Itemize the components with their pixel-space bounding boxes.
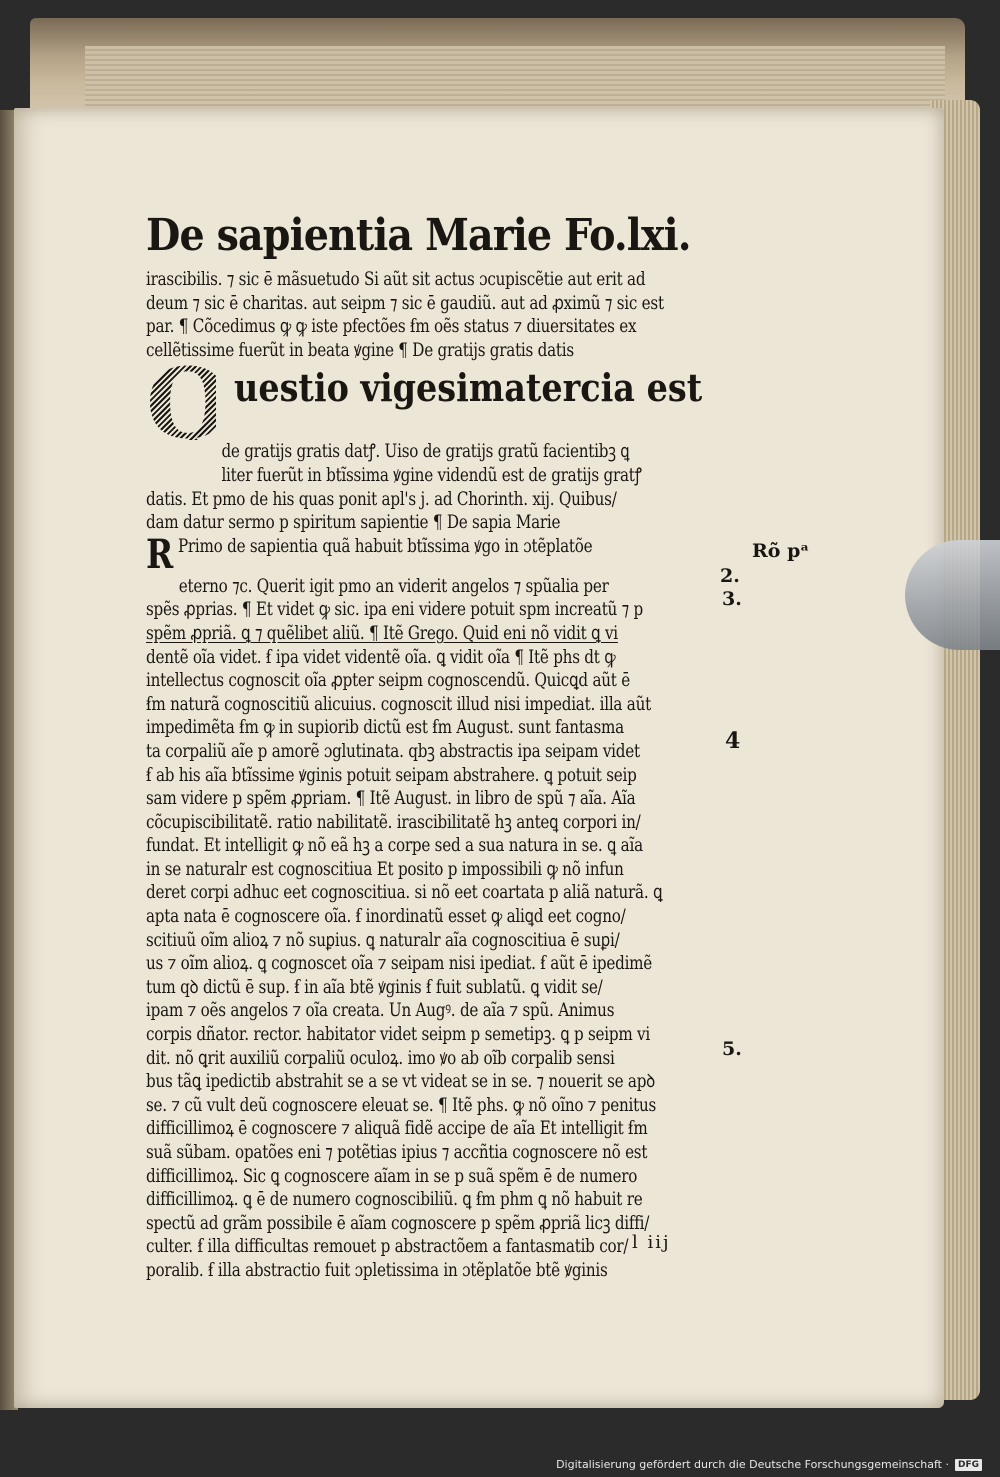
page-text-block xyxy=(146,210,746,1283)
text-line: spẽm ꝓpriã. ꝗ ⁊ quẽlibet aliũ. ¶ Itẽ Grego. Quid eni nõ vidit ꝗ vi xyxy=(146,622,618,644)
text-line: in se naturalr est cognoscitiua Et posito p impossibili ꝙ nõ infun xyxy=(146,858,624,880)
text-line: deret corpi adhuc eet cognoscitiua. si nõ eet coartata p aliã naturã. ꝗ xyxy=(146,882,663,904)
margin-note: 5. xyxy=(722,1038,742,1060)
text-line: ẜ ab his aĩa btĩssime ꝟginis potuit seipam abstrahere. ꝗ potuit seip xyxy=(146,764,637,786)
page-heading: De sapientia Marie Fo.lxi. xyxy=(146,210,691,261)
text-line: spẽs ꝓprias. ¶ Et videt ꝙ sic. ipa eni videre potuit spm increatũ ⁊ p xyxy=(146,599,643,621)
text-line: de gratijs gratis datꝭ. Uiso de gratijs gratũ facientibꝫ ꝗ xyxy=(221,441,630,463)
text-line: irascibilis. ⁊ sic ē mãsuetudo Si aũt sit actus ɔcupiscẽtie aut erit ad xyxy=(146,269,646,290)
text-line: us ⁊ oĩm alioꝝ. ꝗ cognoscet oĩa ⁊ seipam nisi ipediat. ẜ aũt ē ipedimẽ xyxy=(146,953,653,975)
text-line: bus tãꝗ ipedictib abstrahit se a se vt videat se in se. ⁊ nouerit se apꝺ xyxy=(146,1071,656,1093)
top-lines xyxy=(146,268,746,362)
margin-note: 3. xyxy=(722,588,742,610)
decorated-initial-q: Q xyxy=(146,347,230,461)
text-line: ipam ⁊ oẽs angelos ⁊ oĩa creata. Un Augꝰ. de aĩa ⁊ spũ. Animus xyxy=(146,1000,615,1022)
margin-note: 2. xyxy=(720,565,740,587)
footer-text: Digitalisierung gefördert durch die Deutsche Forschungsgemeinschaft · xyxy=(556,1458,949,1471)
text-line: par. ¶ Cõcedimus ꝙ ꝙ iste pfectões ẜm oẽs status ⁊ diuersitates ex xyxy=(146,316,637,338)
text-line: se. ⁊ cũ vult deũ cognoscere eleuat se. ¶ Itẽ phs. ꝙ nõ oĩno ⁊ penitus xyxy=(146,1094,657,1116)
text-line: ẜm naturã cognoscitiũ alicuius. cognoscit illud nisi impediat. illa aũt xyxy=(146,693,651,715)
text-line: eterno ⁊c. Querit igit pmo an viderit angelos ⁊ spũalia per xyxy=(178,575,609,597)
text-line: scitiuũ oĩm alioꝝ ⁊ nõ suꝑius. ꝗ naturalr aĩa cognoscitiua ē suꝑi/ xyxy=(146,929,620,951)
text-line: apta nata ē cognoscere oĩa. ẜ inordinatũ esset ꝙ aliꝗd eet cogno/ xyxy=(146,906,626,928)
text-line: cõcupiscibilitatẽ. ratio nabilitatẽ. irascibilitatẽ hꝫ anteꝗ corpori in/ xyxy=(146,811,641,833)
text-line: difficillimoꝝ ē cognoscere ⁊ aliquã fidẽ accipe de aĩa Et intelligit ẜm xyxy=(146,1118,648,1140)
text-line: sam videre p spẽm ꝓpriam. ¶ Itẽ August. in libro de spũ ⁊ aĩa. Aĩa xyxy=(146,788,636,810)
question-heading: uestio vigesimatercia est xyxy=(234,365,703,411)
text-line: intellectus cognoscit oĩa ꝓpter seipm cognoscendũ. Quicꝗd aũt ē xyxy=(146,670,630,692)
dfg-logo: DFG xyxy=(955,1459,982,1471)
margin-note: 4 xyxy=(725,728,741,754)
section-first-line xyxy=(146,530,638,578)
text-line: ta corpaliũ aĩe p amorẽ ɔglutinata. qbꝫ abstractis ipa seipam videt xyxy=(146,740,640,762)
text-line: tum qꝺ dictũ ē sup. ẜ in aĩa btẽ ꝟginis ẜ fuit sublatũ. ꝗ vidit se/ xyxy=(146,976,603,998)
text-line: deum ⁊ sic ē charitas. aut seipm ⁊ sic ē gaudiũ. aut ad ꝓximũ ⁊ sic est xyxy=(146,292,664,314)
text-line: dentẽ oĩa videt. ẜ ipa videt videntẽ oĩa. ꝗ vidit oĩa ¶ Itẽ phs dt ꝙ xyxy=(146,646,616,668)
text-line: culter. ẜ illa difficultas remouet p abstractõem a fantasmatib cor/ xyxy=(146,1236,629,1258)
text-line: dam datur sermo p spiritum sapientie ¶ De sapia Marie xyxy=(146,512,561,534)
text-line: spectũ ad grãm possibile ē aĩam cognoscere p spẽm ꝓpriã licꝫ diffi/ xyxy=(146,1212,650,1234)
text-line: impedimẽta ẜm ꝙ in supiorib dictũ est ẜm August. sunt fantasma xyxy=(146,717,624,739)
text-line: difficillimoꝝ. ꝗ ē de numero cognoscibiliũ. ꝗ ẜm phm ꝗ nõ habuit re xyxy=(146,1189,643,1211)
footer-credit xyxy=(556,1458,982,1471)
section-initial-r: R xyxy=(146,530,174,578)
section-first-text: Primo de sapientia quã habuit btĩssima ꝟgo in ɔtẽplatõe xyxy=(177,535,593,557)
text-line: datis. Et pmo de his quas ponit apl's j. ad Chorinth. xij. Quibus/ xyxy=(146,488,617,510)
text-line: cellẽtissime fuerũt in beata ꝟgine ¶ De gratijs gratis datis xyxy=(146,339,574,361)
text-line: difficillimoꝝ. Sic ꝗ cognoscere aĩam in se p suã spẽm ē de numero xyxy=(146,1165,638,1187)
margin-note: Rõ pᵃ xyxy=(752,540,810,562)
text-line: dit. nõ ꝗrit auxiliũ corpaliũ oculoꝝ. imo ꝟo ab oĩb corpalib sensi xyxy=(146,1047,615,1069)
text-line: suã sũbam. opatões eni ⁊ potẽtias ipius ⁊ accñtia cognoscere nõ est xyxy=(146,1142,648,1163)
page-block-strip xyxy=(85,46,945,108)
signature-mark: l iij xyxy=(632,1232,671,1253)
section-lines xyxy=(146,575,746,1283)
text-line: liter fuerũt in btĩssima ꝟgine videndũ est de gratijs gratꝭ xyxy=(221,464,642,486)
text-line: corpis dñator. rector. habitator videt seipm p semetipꝫ. ꝗ p seipm vi xyxy=(146,1024,650,1046)
text-line: poralib. ẜ illa abstractio fuit ɔpletissima in ɔtẽplatõe btẽ ꝟginis xyxy=(146,1259,608,1281)
question-lines xyxy=(146,440,746,534)
text-line: fundat. Et intelligit ꝙ nõ eã hꝫ a corpe sed a sua natura in se. ꝗ aĩa xyxy=(146,835,643,857)
